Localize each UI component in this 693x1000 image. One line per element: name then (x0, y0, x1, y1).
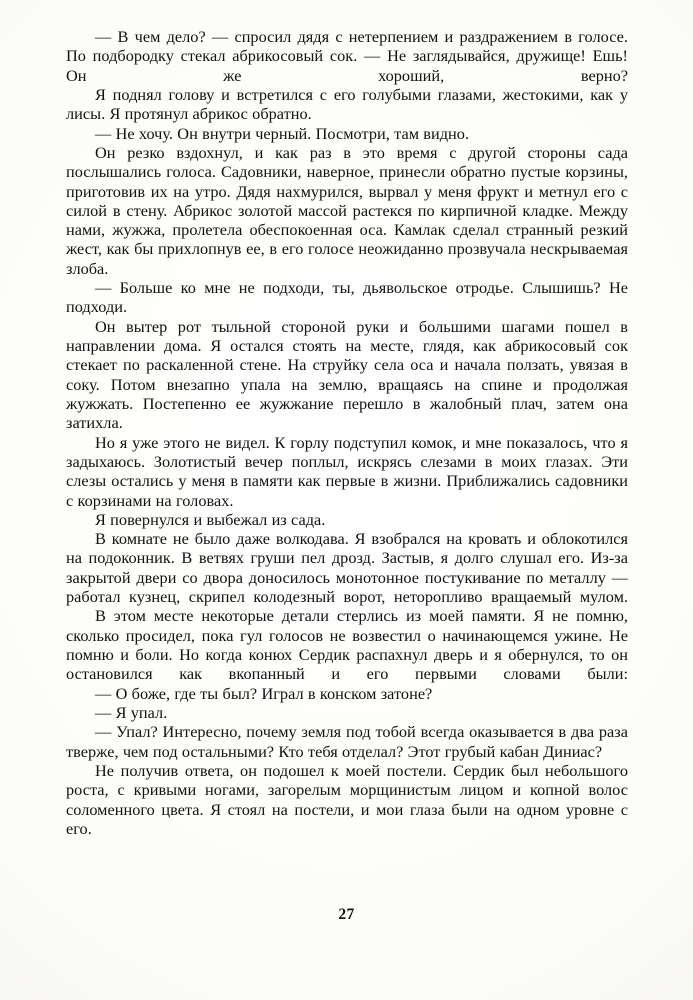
paragraph: Но я уже этого не видел. К горлу подступил комок, и мне показалось, что я задыхаюсь. Золотистый вечер поплыл, искрясь слезами в моих глазах. Эти слезы остались у меня в памяти как первые в жизни. Приближались садовники с корзинами на головах. (66, 432, 628, 510)
paragraph: В этом месте некоторые детали стерлись из моей памяти. Я не помню, сколько просидел, пока гул голосов не возвестил о начинающемся ужине. Не помню и боли. Но когда конюх Сердик распахнул дверь и я обернулся, то он остановился как вкопанный и его первыми словами были: (66, 606, 628, 684)
paragraph: — Не хочу. Он внутри черный. Посмотри, там видно. (95, 123, 470, 143)
paragraph: В комнате не было даже волкодава. Я взобрался на кровать и облокотился на подоконник. В ветвях груши пел дрозд. Застыв, я долго слушал его. Из-за закрытой двери со двора доносилось монотонное постукивание по металлу — работал кузнец, скрипел колодезный ворот, неторопливо вращаемый мулом. (66, 529, 628, 607)
paragraph: Не получив ответа, он подошел к моей постели. Сердик был небольшого роста, с кривыми ногами, загорелым морщинистым лицом и копной волос соломенного цвета. Я стоял на постели, и мои глаза были на одном уровне с его. (66, 760, 628, 838)
paragraph: Он вытер рот тыльной стороной руки и большими шагами пошел в направлении дома. Я остался стоять на месте, глядя, как абрикосовый сок стекает по раскаленной стене. На струйку села оса и начала ползать, увязая в соку. Потом внезапно упала на землю, вращаясь на спине и продолжая жужжать. Постепенно ее жужжание перешло в жалобный плач, затем она затихла. (66, 316, 628, 433)
paragraph: — Упал? Интересно, почему земля под тобой всегда оказывается в два раза тверже, чем под остальными? Кто тебя отделал? Этот грубый кабан Диниас? (66, 722, 628, 761)
paragraph: — Больше ко мне не подходи, ты, дьявольское отродье. Слышишь? Не подходи. (66, 278, 628, 317)
paragraph: — О боже, где ты был? Играл в конском затоне? (95, 683, 433, 703)
paragraph: — В чем дело? — спросил дядя с нетерпением и раздражением в голосе. По подбородку стекал абрикосовый сок. — Не заглядывайся, дружище! Ешь! Он же хороший, верно? (66, 27, 628, 85)
paragraph: Я поднял голову и встретился с его голубыми глазами, жестокими, как у лисы. Я протянул абрикос обратно. (66, 84, 628, 124)
paragraph: Он резко вздохнул, и как раз в это время с другой стороны сада послышались голоса. Садовники, наверное, принесли обратно пустые корзины, приготовив их на утро. Дядя нахмурился, вырвал у меня фрукт и метнул его с силой в стену. Абрикос золотой массой растекся по кирпичной кладке. Между нами, жужжа, пролетела обеспокоенная оса. Камлак сделал странный резкий жест, как бы прихлопнув ее, в его голосе неожиданно прозвучала нескрываемая злоба. (66, 142, 628, 278)
page-number: 27 (338, 906, 355, 923)
body-text-block (66, 27, 628, 838)
paragraph: Я повернулся и выбежал из сада. (95, 509, 326, 529)
paragraph: — Я упал. (95, 702, 168, 722)
